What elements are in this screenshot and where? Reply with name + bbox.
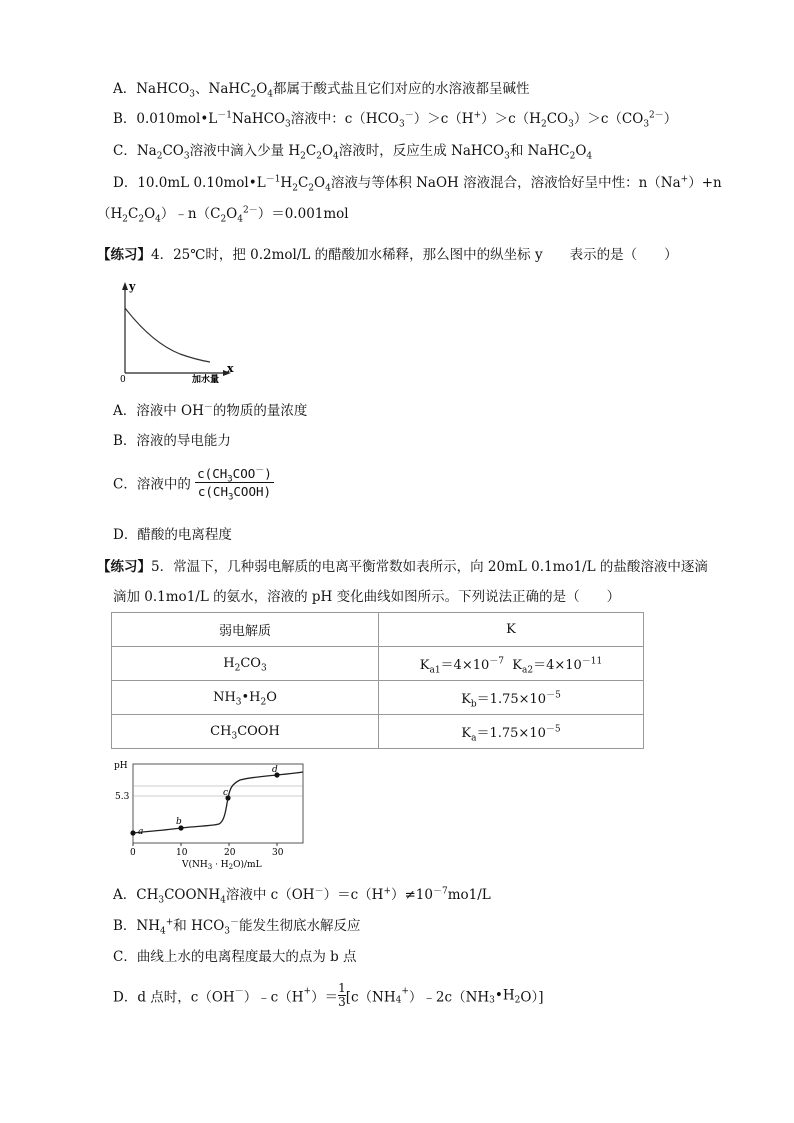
- q5-stem-line2: 滴加 0.1mo1/L 的氨水，溶液的 pH 变化曲线如图所示。下列说法正确的是（ ）: [113, 589, 621, 605]
- q5-constants-table: [111, 612, 644, 749]
- q5-y-tick-5-3: 5.3: [115, 792, 130, 802]
- q5-x-tick-0: 0: [130, 848, 136, 858]
- table-header-electrolyte: 弱电解质: [112, 613, 379, 647]
- q5-option-b: B．$NH_4^+$和 $HCO_3^-$能发生彻底水解反应: [113, 917, 361, 937]
- q3-option-d-line1: D．10.0mL $0.10mol•L^{-1}H_2C_2O_4$溶液与等体积 NaOH 溶液混合，溶液恰好呈中性：n（Na+）+n: [113, 174, 722, 194]
- q5-ph-chart: [112, 758, 307, 870]
- q5-option-d: D．d 点时，c（OH－）﹣c（H+）＝ $\frac{1}{3}$ $[c(NH_4^+)﹣2c(NH_3•H_2O)]$: [113, 981, 544, 1009]
- table-cell: $CH_3COOH$: [112, 715, 379, 749]
- q5-x-tick-10: 10: [176, 848, 188, 858]
- q3-option-a: A．NaHCO$_3$、$NaHC_2O_4$都属于酸式盐且它们对应的水溶液都呈碱性: [113, 81, 530, 100]
- q4-x-title: 加水量: [192, 375, 220, 385]
- q3-option-c: C．$Na_2CO_3$溶液中滴入少量 $H_2C_2O_4$溶液时，反应生成 NaHCO$_3$和 $NaHC_2O_4$: [113, 143, 593, 162]
- table-header-k: K: [379, 613, 644, 647]
- q4-option-d: D．醋酸的电离程度: [113, 527, 232, 543]
- q4-option-b: B．溶液的导电能力: [113, 433, 231, 449]
- q4-origin: 0: [120, 375, 126, 385]
- q5-x-label: $V(NH_3 \cdot H_2O)/mL$: [182, 860, 262, 870]
- q5-x-tick-20: 20: [224, 848, 236, 858]
- q3-option-b: B．$0.010mol•L^{-1}NaHCO_3$溶液中：$c(HCO_3^-)>c(H^+)>c(H_2CO_3)>c(CO_3^{2-})$: [113, 110, 678, 130]
- q5-fraction: $\frac{1}{3}$: [338, 981, 346, 1009]
- q4-option-c: C．溶液中的 $\frac{c(CH_3COO^-)}{c(CH_3COOH)}$: [113, 465, 272, 503]
- q5-y-label: pH: [114, 761, 128, 771]
- q5-option-a: A．$CH_3COONH_4$溶液中 $c(OH^-)=c(H^+)\ne 10^{-7}mo1/L$: [113, 886, 491, 906]
- q4-option-a: A．溶液中 OH－的物质的量浓度: [113, 402, 308, 419]
- q4-curve: [125, 308, 210, 362]
- q5-point-b-label: b: [176, 817, 182, 827]
- table-cell: $K_b=1.75\times 10^{-5}$: [379, 681, 644, 715]
- q4-y-label: y: [129, 280, 136, 293]
- q5-point-c-label: c: [223, 788, 229, 798]
- q4-y-arrow: [122, 282, 128, 290]
- q5-ph-curve: [133, 772, 303, 833]
- table-cell: $K_{a1}=4\times 10^{-7}$ $K_{a2}=4\times 10^{-11}$: [379, 647, 644, 681]
- q5-stem-line1: 【练习】5．常温下，几种弱电解质的电离平衡常数如表所示，向 20mL 0.1mo1/L 的盐酸溶液中逐滴: [97, 559, 708, 575]
- q5-point-a: [130, 830, 135, 835]
- q4-stem: 【练习】4．25℃时，把 0.2mol/L 的醋酸加水稀释，那么图中的纵坐标 y 表示的是（ ）: [97, 247, 678, 263]
- q5-option-c: C．曲线上水的电离程度最大的点为 b 点: [113, 949, 357, 965]
- table-cell: $K_a=1.75\times 10^{-5}$: [379, 715, 644, 749]
- table-row: [112, 715, 644, 749]
- table-cell: $NH_3•H_2O$: [112, 681, 379, 715]
- table-row: [112, 647, 644, 681]
- table-row: [112, 681, 644, 715]
- q5-point-d-label: d: [272, 765, 278, 775]
- table-row: [112, 613, 644, 647]
- q4-x-label: x: [227, 362, 234, 375]
- q3-option-d-line2: $(H_2C_2O_4)﹣n(C_2O_4^{2-})=0.001mol$: [97, 205, 349, 225]
- q5-point-a-label: a: [138, 827, 144, 837]
- q4-fraction: $\frac{c(CH_3COO^-)}{c(CH_3COOH)}$: [197, 465, 272, 503]
- q4-dilution-graph: [112, 278, 240, 386]
- q5-x-tick-30: 30: [272, 848, 284, 858]
- table-cell: $H_2CO_3$: [112, 647, 379, 681]
